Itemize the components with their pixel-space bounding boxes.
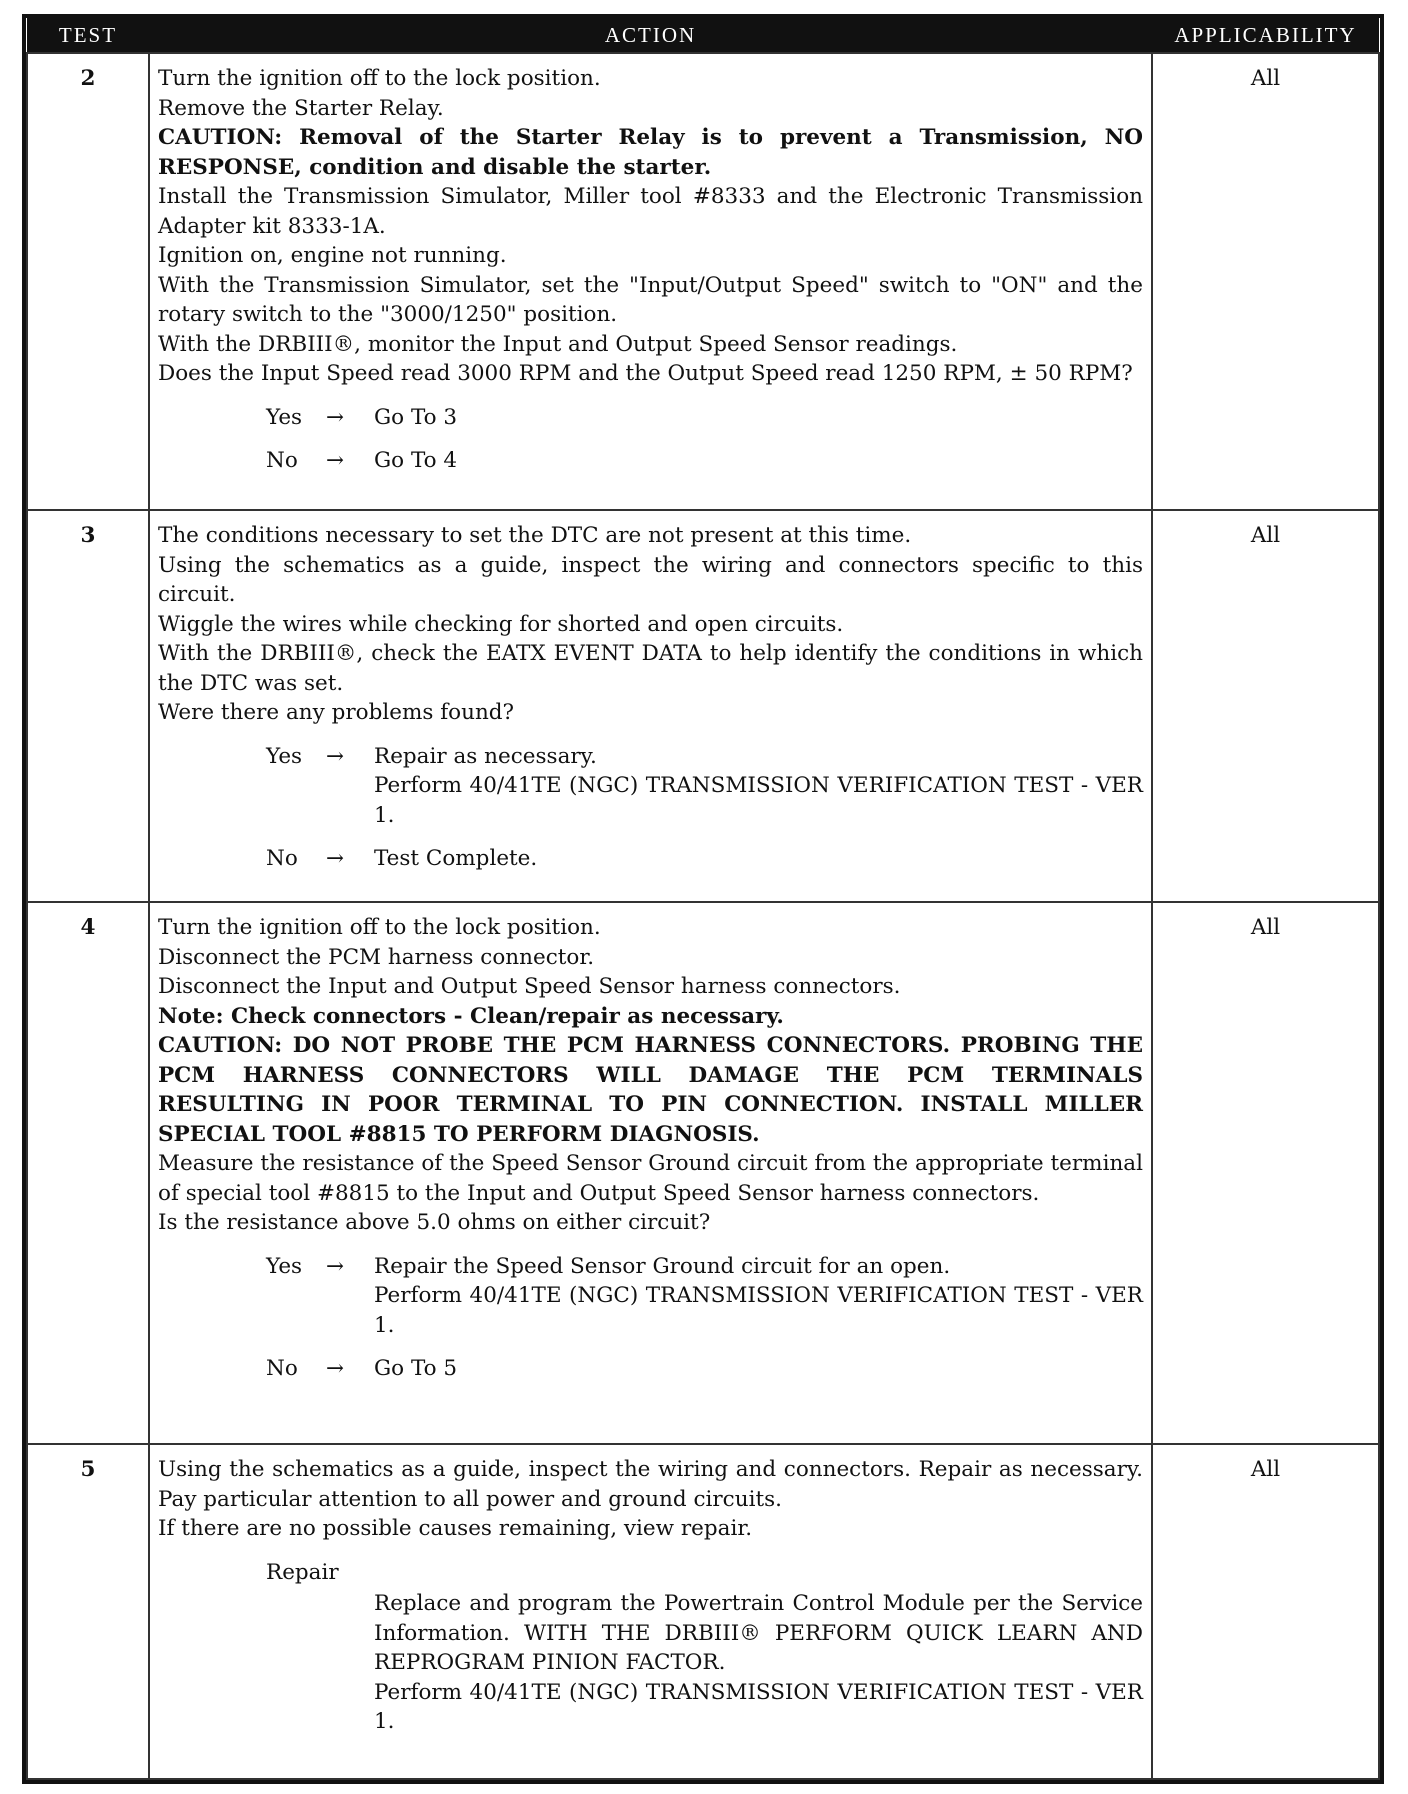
action-cell [149, 510, 1152, 902]
yes-label: Yes [266, 404, 303, 430]
yes-label: Yes [266, 1253, 303, 1279]
action-cell [149, 53, 1152, 510]
yes-action-text: Repair the Speed Sensor Ground circuit for an open. [374, 1253, 951, 1279]
arrow-icon: → [326, 448, 345, 473]
yes-response [266, 1252, 1143, 1341]
action-line: Install the Transmission Simulator, Miller tool #8333 and the Electronic Transmission Adapter kit 8333-1A. [158, 184, 1143, 239]
test-row-3 [27, 510, 1379, 902]
note-line: Note: Check connectors - Clean/repair as necessary. [158, 1003, 784, 1029]
yes-action [374, 742, 1143, 831]
question-line: Is the resistance above 5.0 ohms on either circuit? [158, 1210, 711, 1235]
no-label: No [266, 846, 298, 871]
header-action: ACTION [149, 18, 1152, 53]
verification-test-text: Perform 40/41TE (NGC) TRANSMISSION VERIFICATION TEST - VER 1. [374, 773, 1143, 828]
repair-block [266, 1558, 1143, 1737]
action-line: Wiggle the wires while checking for shorted and open circuits. [158, 611, 844, 637]
test-number: 4 [27, 902, 149, 1444]
verification-test-text: Perform 40/41TE (NGC) TRANSMISSION VERIFICATION TEST - VER 1. [374, 1283, 1143, 1338]
no-response [266, 844, 1143, 874]
yes-action [374, 1252, 1143, 1341]
arrow-icon: → [326, 1253, 345, 1279]
verification-test-text: Perform 40/41TE (NGC) TRANSMISSION VERIFICATION TEST - VER 1. [374, 1679, 1143, 1734]
applicability-cell: All [1152, 902, 1379, 1444]
arrow-icon: → [326, 846, 345, 871]
applicability-cell: All [1152, 1444, 1379, 1779]
action-line: Ignition on, engine not running. [158, 243, 507, 268]
header-row [27, 18, 1379, 53]
arrow-icon: → [326, 1356, 345, 1381]
action-line: Turn the ignition off to the lock position. [158, 915, 601, 940]
applicability-cell: All [1152, 510, 1379, 902]
no-response [266, 446, 1143, 476]
action-cell [149, 902, 1152, 1444]
action-cell [149, 1444, 1152, 1779]
action-line: Using the schematics as a guide, inspect the wiring and connectors. Repair as necessary. Pay particular attention to all power and ground circuits. [158, 1457, 1143, 1512]
test-row-2 [27, 53, 1379, 510]
arrow-icon: → [326, 404, 345, 430]
caution-note: CAUTION: Removal of the Starter Relay is to prevent a Transmission, NO RESPONSE, condition and disable the starter. [158, 125, 1143, 180]
action-line: With the DRBIII®, check the EATX EVENT DATA to help identify the conditions in which the DTC was set. [158, 641, 1143, 696]
action-line: Turn the ignition off to the lock position. [158, 66, 601, 91]
action-line: With the DRBIII®, monitor the Input and Output Speed Sensor readings. [158, 331, 958, 357]
question-line: Does the Input Speed read 3000 RPM and the Output Speed read 1250 RPM, ± 50 RPM? [158, 361, 1133, 386]
diagnostic-test-table [22, 14, 1384, 1784]
action-line: Disconnect the Input and Output Speed Sensor harness connectors. [158, 974, 901, 999]
applicability-cell: All [1152, 53, 1379, 510]
no-goto: Go To 4 [374, 448, 458, 473]
yes-label: Yes [266, 743, 303, 769]
test-row-5 [27, 1444, 1379, 1779]
header-applicability: APPLICABILITY [1152, 18, 1379, 53]
repair-text: Replace and program the Powertrain Control Module per the Service Information. WITH THE DRBIII® PERFORM QUICK LEARN AND REPROGRAM PINION FACTOR. [374, 1591, 1143, 1675]
action-line: With the Transmission Simulator, set the "Input/Output Speed" switch to "ON" and the rotary switch to the "3000/1250" position. [158, 272, 1143, 327]
action-line: Using the schematics as a guide, inspect the wiring and connectors specific to this circuit. [158, 552, 1143, 607]
yes-goto: Go To 3 [374, 404, 458, 430]
no-response [266, 1354, 1143, 1384]
no-label: No [266, 448, 298, 473]
no-goto: Go To 5 [374, 1356, 458, 1381]
test-number: 2 [27, 53, 149, 510]
arrow-icon: → [326, 743, 345, 769]
yes-response [266, 403, 1143, 433]
repair-label: Repair [266, 1559, 339, 1585]
yes-response [266, 742, 1143, 831]
caution-note: CAUTION: DO NOT PROBE THE PCM HARNESS CONNECTORS. PROBING THE PCM HARNESS CONNECTORS WILL DAMAGE THE PCM TERMINALS RESULTING IN POOR TERMINAL TO PIN CONNECTION. INSTALL MILLER SPECIAL TOOL #8815 TO PERFORM DIAGNOSIS. [158, 1033, 1143, 1147]
question-line: Were there any problems found? [158, 700, 515, 725]
action-line: Disconnect the PCM harness connector. [158, 944, 595, 970]
test-number: 3 [27, 510, 149, 902]
no-label: No [266, 1356, 298, 1381]
test-table [26, 18, 1380, 1780]
repair-body [374, 1589, 1143, 1737]
test-row-4 [27, 902, 1379, 1444]
yes-action-text: Repair as necessary. [374, 743, 597, 769]
action-line: If there are no possible causes remaining, view repair. [158, 1516, 753, 1541]
header-test: TEST [27, 18, 149, 53]
no-action: Test Complete. [374, 846, 538, 871]
action-line: Measure the resistance of the Speed Sensor Ground circuit from the appropriate terminal of special tool #8815 to the Input and Output Speed Sensor harness connectors. [158, 1151, 1143, 1206]
action-line: The conditions necessary to set the DTC are not present at this time. [158, 523, 912, 548]
action-line: Remove the Starter Relay. [158, 95, 444, 121]
test-number: 5 [27, 1444, 149, 1779]
